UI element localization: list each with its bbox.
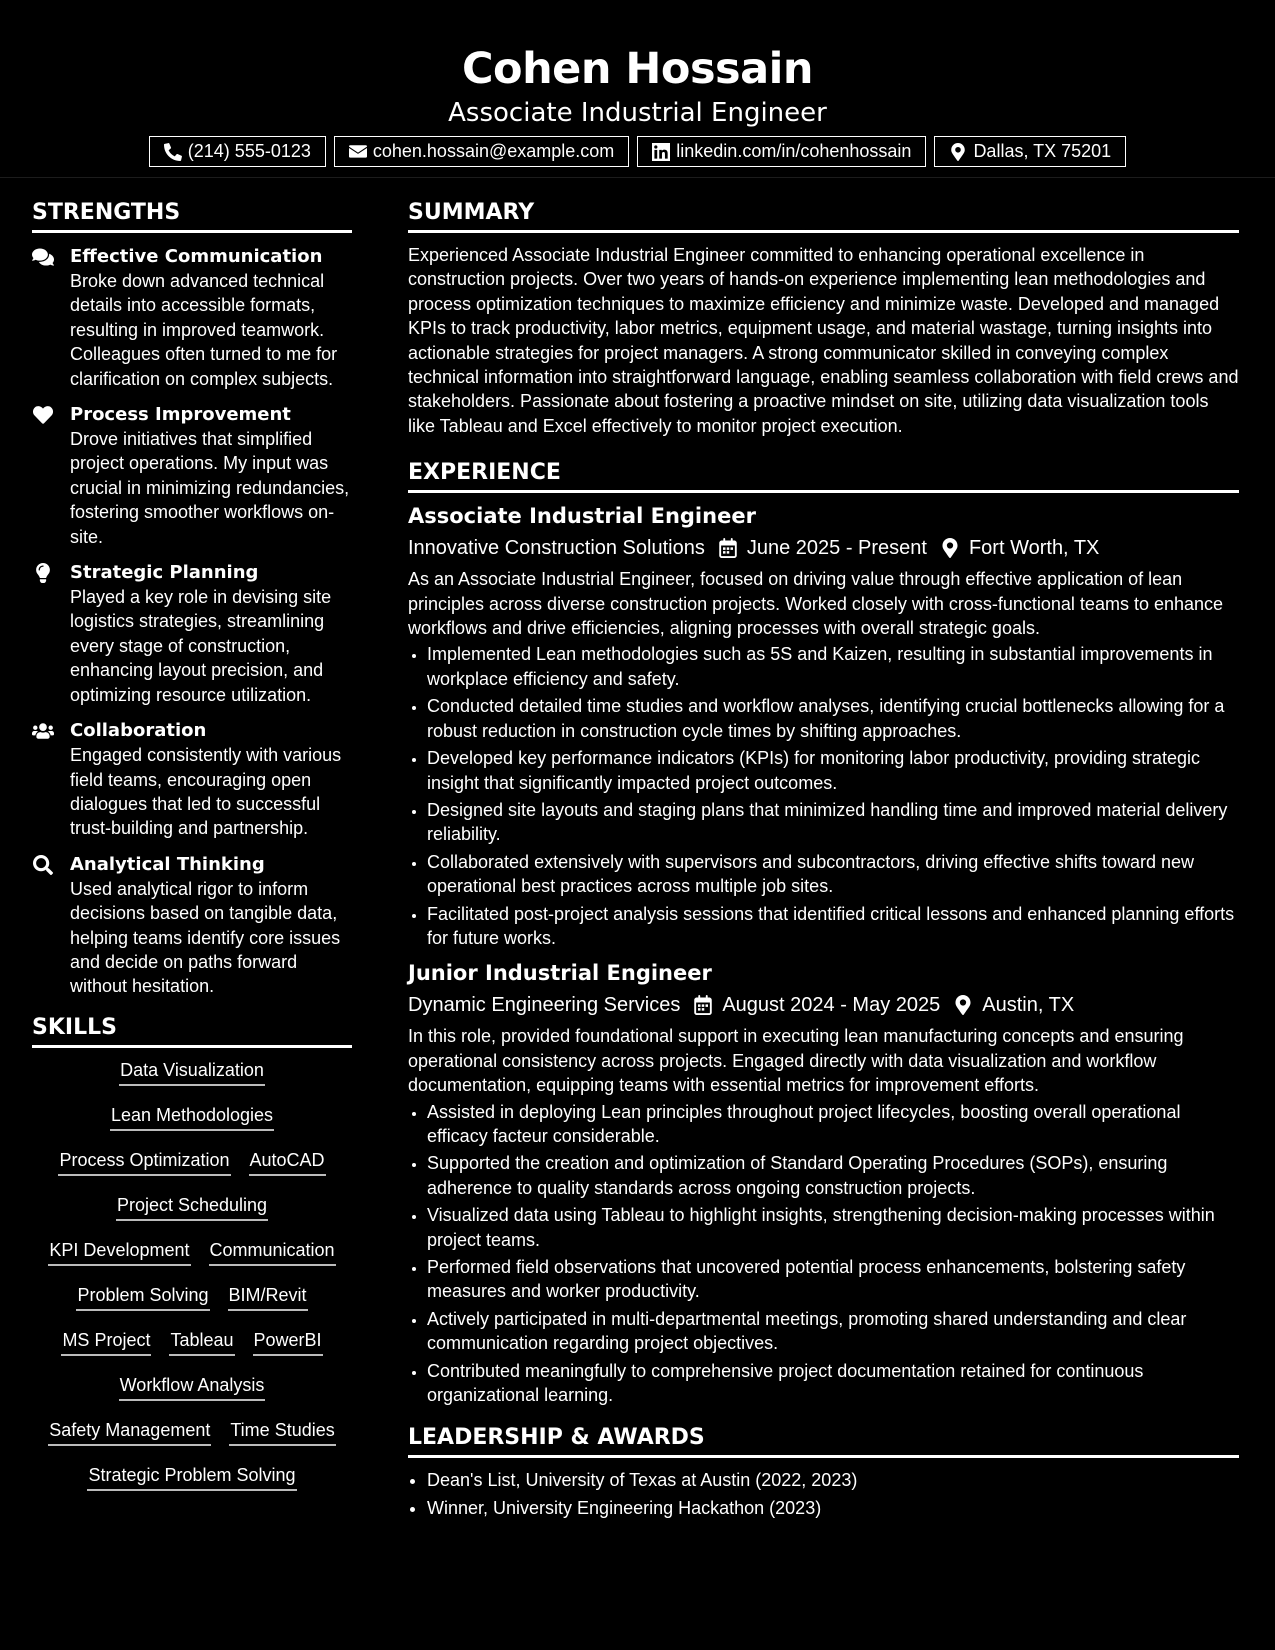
job-bullets: [408, 1100, 1239, 1408]
job-title: Associate Industrial Engineer: [408, 504, 756, 529]
job-location: Fort Worth, TX: [968, 537, 1100, 560]
strength-title: Process Improvement: [70, 404, 291, 426]
skills-heading: SKILLS: [32, 1011, 352, 1048]
skills-section: [32, 1011, 352, 1508]
strengths-heading: STRENGTHS: [32, 196, 352, 233]
contact-phone[interactable]: [149, 136, 326, 167]
strength-desc: Broke down advanced technical details into accessible formats, resulting in improved teamwork. Colleagues often turned to me for clarification on complex subjects.: [70, 271, 338, 389]
contact-email[interactable]: [334, 136, 629, 167]
strength-title: Analytical Thinking: [70, 853, 265, 875]
strength-title: Effective Communication: [70, 246, 323, 267]
awards-heading: LEADERSHIP & AWARDS: [408, 1421, 1239, 1458]
skill-tag: Tableau: [169, 1328, 234, 1356]
job-company: Innovative Construction Solutions: [408, 537, 705, 560]
heart-icon: [32, 405, 54, 425]
skill-tag: Time Studies: [229, 1418, 335, 1446]
awards-section: [408, 1421, 1239, 1520]
candidate-name: Cohen Hossain: [461, 44, 814, 94]
right-column: [408, 196, 1239, 1523]
job-dates: June 2025 - Present: [746, 537, 927, 560]
contact-email-text: cohen.hossain@example.com: [372, 141, 615, 161]
contact-linkedin-text: linkedin.com/in/cohenhossain: [676, 141, 912, 161]
job-bullet: • Implemented Lean methodologies such as 5S and Kaizen, resulting in substantial improvements in workplace efficiency and safety.: [427, 642, 1239, 691]
skill-tag: Process Optimization: [58, 1148, 230, 1176]
award-item: • Winner, University Engineering Hackathon (2023): [427, 1496, 1239, 1520]
job-bullet: • Collaborated extensively with supervisors and subcontractors, driving effective shifts toward new operational best practices across multiple job sites.: [427, 850, 1239, 899]
contact-linkedin[interactable]: [637, 136, 926, 167]
skill-tag: KPI Development: [48, 1238, 190, 1266]
strength-item: [32, 403, 352, 549]
job-entry: [408, 958, 1239, 1407]
strengths-section: [32, 196, 352, 999]
comments-icon: [32, 247, 54, 267]
skill-tag: BIM/Revit: [228, 1283, 308, 1311]
job-description: As an Associate Industrial Engineer, focused on driving value through effective application of lean principles across diverse construction projects. Worked closely with cross-functional teams to enhance workflows and drive efficiencies, aligning processes with overall strategic goals.: [408, 569, 1224, 639]
job-bullet: • Supported the creation and optimization of Standard Operating Procedures (SOPs), ensuring adherence to quality standards across ongoing construction projects.: [427, 1151, 1239, 1200]
job-entry: [408, 501, 1239, 950]
calendar-icon: [694, 995, 712, 1015]
map-marker-icon: [954, 995, 972, 1015]
strength-desc: Engaged consistently with various field teams, encouraging open dialogues that led to successful trust-building and partnership.: [70, 745, 342, 839]
job-meta: [408, 990, 1239, 1020]
strength-item: [32, 245, 352, 391]
job-bullet: • Facilitated post-project analysis sessions that identified critical lessons and enhanced planning efforts for future works.: [427, 902, 1239, 951]
strength-item: [32, 561, 352, 707]
job-bullet: • Designed site layouts and staging plans that minimized handling time and improved material delivery reliability.: [427, 798, 1239, 847]
strength-item: [32, 853, 352, 999]
users-icon: [32, 721, 54, 741]
job-bullet: • Contributed meaningfully to comprehensive project documentation retained for continuous organizational learning.: [427, 1359, 1239, 1408]
job-bullet: • Performed field observations that uncovered potential process enhancements, bolstering safety measures and worker productivity.: [427, 1255, 1239, 1304]
skill-tag: Project Scheduling: [116, 1193, 268, 1221]
strength-title: Collaboration: [70, 720, 207, 742]
strength-desc: Used analytical rigor to inform decisions based on tangible data, helping teams identify core issues and decide on paths forward without hesitation.: [70, 878, 341, 997]
lightbulb-icon: [32, 563, 54, 583]
job-location: Austin, TX: [982, 994, 1075, 1017]
skill-tag: Strategic Problem Solving: [87, 1463, 296, 1491]
contact-location[interactable]: [934, 136, 1126, 167]
skill-tag: Problem Solving: [76, 1283, 209, 1311]
resume-header: [0, 0, 1275, 178]
skill-tag: Safety Management: [48, 1418, 211, 1446]
summary-section: [408, 196, 1239, 438]
search-icon: [32, 855, 54, 875]
linkedin-icon: [652, 143, 670, 161]
candidate-title: Associate Industrial Engineer: [448, 98, 827, 128]
strength-desc: Played a key role in devising site logistics strategies, streamlining every stage of construction, enhancing layout precision, and optimizing resource utilization.: [70, 587, 332, 705]
contact-location-text: Dallas, TX 75201: [973, 141, 1112, 161]
envelope-icon: [349, 143, 367, 161]
phone-icon: [164, 143, 182, 161]
summary-heading: SUMMARY: [408, 196, 1239, 233]
skill-tag: Data Visualization: [119, 1058, 265, 1086]
job-bullet: • Actively participated in multi-departmental meetings, promoting shared understanding and clear communication regarding project objectives.: [427, 1307, 1239, 1356]
skill-tag: Workflow Analysis: [119, 1373, 266, 1401]
strength-item: [32, 719, 352, 841]
summary-text: Experienced Associate Industrial Engineer committed to enhancing operational excellence in construction projects. Over two years of hands-on experience implementing lean methodologies and process optimization techniques to maximize efficiency and minimize waste. Developed and managed KPIs to track productivity, labor metrics, equipment usage, and material wastage, turning insights into actionable strategies for project managers. A strong communicator skilled in conveying complex technical information into straightforward language, enabling seamless collaboration with field crews and stakeholders. Passionate about fostering a proactive mindset on site, utilizing data visualization tools like Tableau and Excel effectively to monitor project execution.: [408, 245, 1239, 436]
contact-phone-text: (214) 555-0123: [187, 141, 311, 161]
skills-list: [32, 1058, 352, 1508]
skill-tag: PowerBI: [253, 1328, 323, 1356]
job-bullet: • Developed key performance indicators (KPIs) for monitoring labor productivity, providing strategic insight that significantly impacted project outcomes.: [427, 746, 1239, 795]
job-meta: [408, 533, 1239, 563]
skill-tag: AutoCAD: [249, 1148, 326, 1176]
contact-bar: [0, 136, 1275, 167]
job-bullet: • Assisted in deploying Lean principles throughout project lifecycles, boosting overall operational efficacy facteur considerable.: [427, 1100, 1239, 1149]
strength-desc: Drove initiatives that simplified project operations. My input was crucial in minimizing redundancies, fostering smoother workflows on-site.: [70, 429, 350, 547]
skill-tag: Lean Methodologies: [110, 1103, 274, 1131]
experience-heading: EXPERIENCE: [408, 456, 1239, 493]
awards-list: [408, 1468, 1239, 1520]
job-bullets: [408, 642, 1239, 950]
calendar-icon: [719, 538, 737, 558]
job-company: Dynamic Engineering Services: [408, 994, 681, 1017]
skill-tag: Communication: [209, 1238, 336, 1266]
map-marker-icon: [949, 143, 967, 161]
job-bullet: • Conducted detailed time studies and workflow analyses, identifying crucial bottlenecks allowing for a robust reduction in construction cycle times by shifting approaches.: [427, 694, 1239, 743]
strength-title: Strategic Planning: [70, 562, 259, 584]
map-marker-icon: [941, 538, 959, 558]
award-item: • Dean's List, University of Texas at Austin (2022, 2023): [427, 1468, 1239, 1492]
experience-section: [408, 456, 1239, 1407]
job-title: Junior Industrial Engineer: [408, 961, 712, 986]
job-description: In this role, provided foundational support in executing lean manufacturing concepts and ensuring operational consistency across projects. Engaged directly with data visualization and workflow documentation, equipping teams with essential metrics for improvement efforts.: [408, 1026, 1184, 1096]
skill-tag: MS Project: [61, 1328, 151, 1356]
left-column: [32, 196, 352, 1508]
job-bullet: • Visualized data using Tableau to highlight insights, strengthening decision-making processes within project teams.: [427, 1203, 1239, 1252]
job-dates: August 2024 - May 2025: [722, 994, 941, 1017]
